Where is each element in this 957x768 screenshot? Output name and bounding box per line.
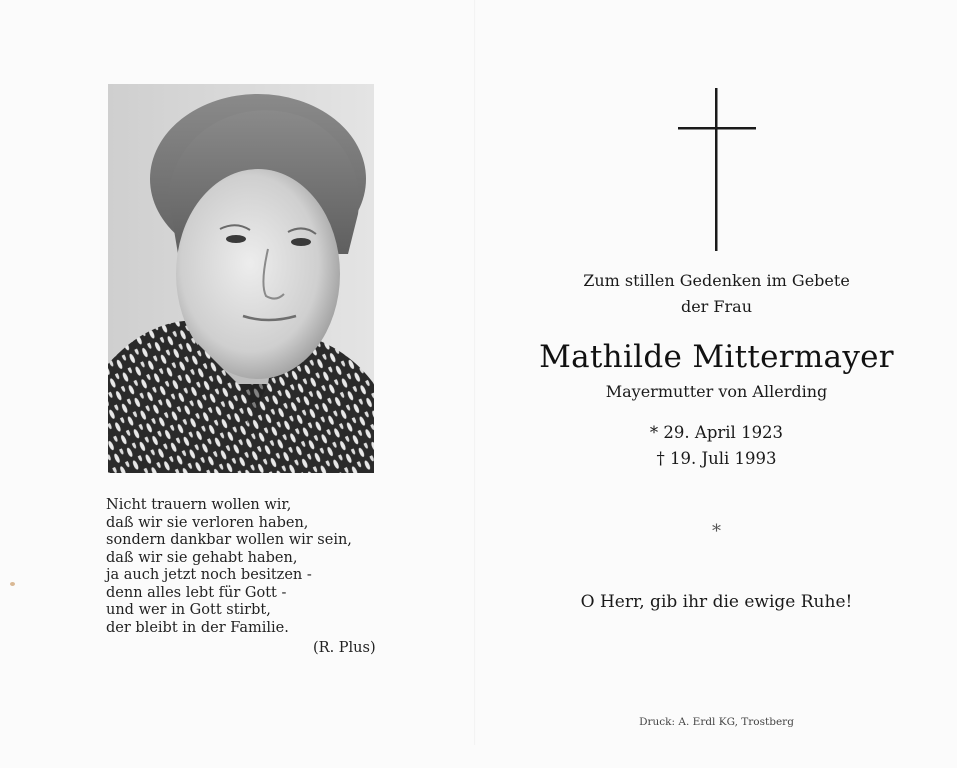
star-ornament-icon: *: [712, 521, 721, 542]
paper-stain: [10, 582, 15, 586]
deceased-name: Mathilde Mittermayer: [539, 339, 894, 375]
intro-line-2: der Frau: [680, 297, 753, 316]
poem-author: (R. Plus): [313, 640, 376, 656]
deceased-subtitle: Mayermutter von Allerding: [605, 382, 828, 401]
poem-line: denn alles lebt für Gott -: [106, 584, 287, 601]
printer-credit: Druck: A. Erdl KG, Trostberg: [639, 716, 794, 728]
poem-line: daß wir sie gehabt haben,: [106, 549, 298, 566]
poem-line: und wer in Gott stirbt,: [106, 602, 271, 618]
poem-line: Nicht trauern wollen wir,: [106, 497, 292, 513]
memorial-poem: [106, 497, 406, 637]
poem-line: ja auch jetzt noch besitzen -: [106, 567, 312, 583]
death-date: † 19. Juli 1993: [656, 449, 777, 468]
birth-date: * 29. April 1923: [649, 423, 784, 442]
portrait-photo: [108, 84, 374, 473]
poem-line: sondern dankbar wollen wir sein,: [106, 532, 352, 548]
poem-line: der bleibt in der Familie.: [106, 619, 289, 636]
prayer-text: O Herr, gib ihr die ewige Ruhe!: [580, 592, 853, 612]
cross-icon: [678, 88, 756, 251]
intro-line-1: Zum stillen Gedenken im Gebete: [583, 271, 850, 290]
poem-line: daß wir sie verloren haben,: [106, 514, 309, 531]
